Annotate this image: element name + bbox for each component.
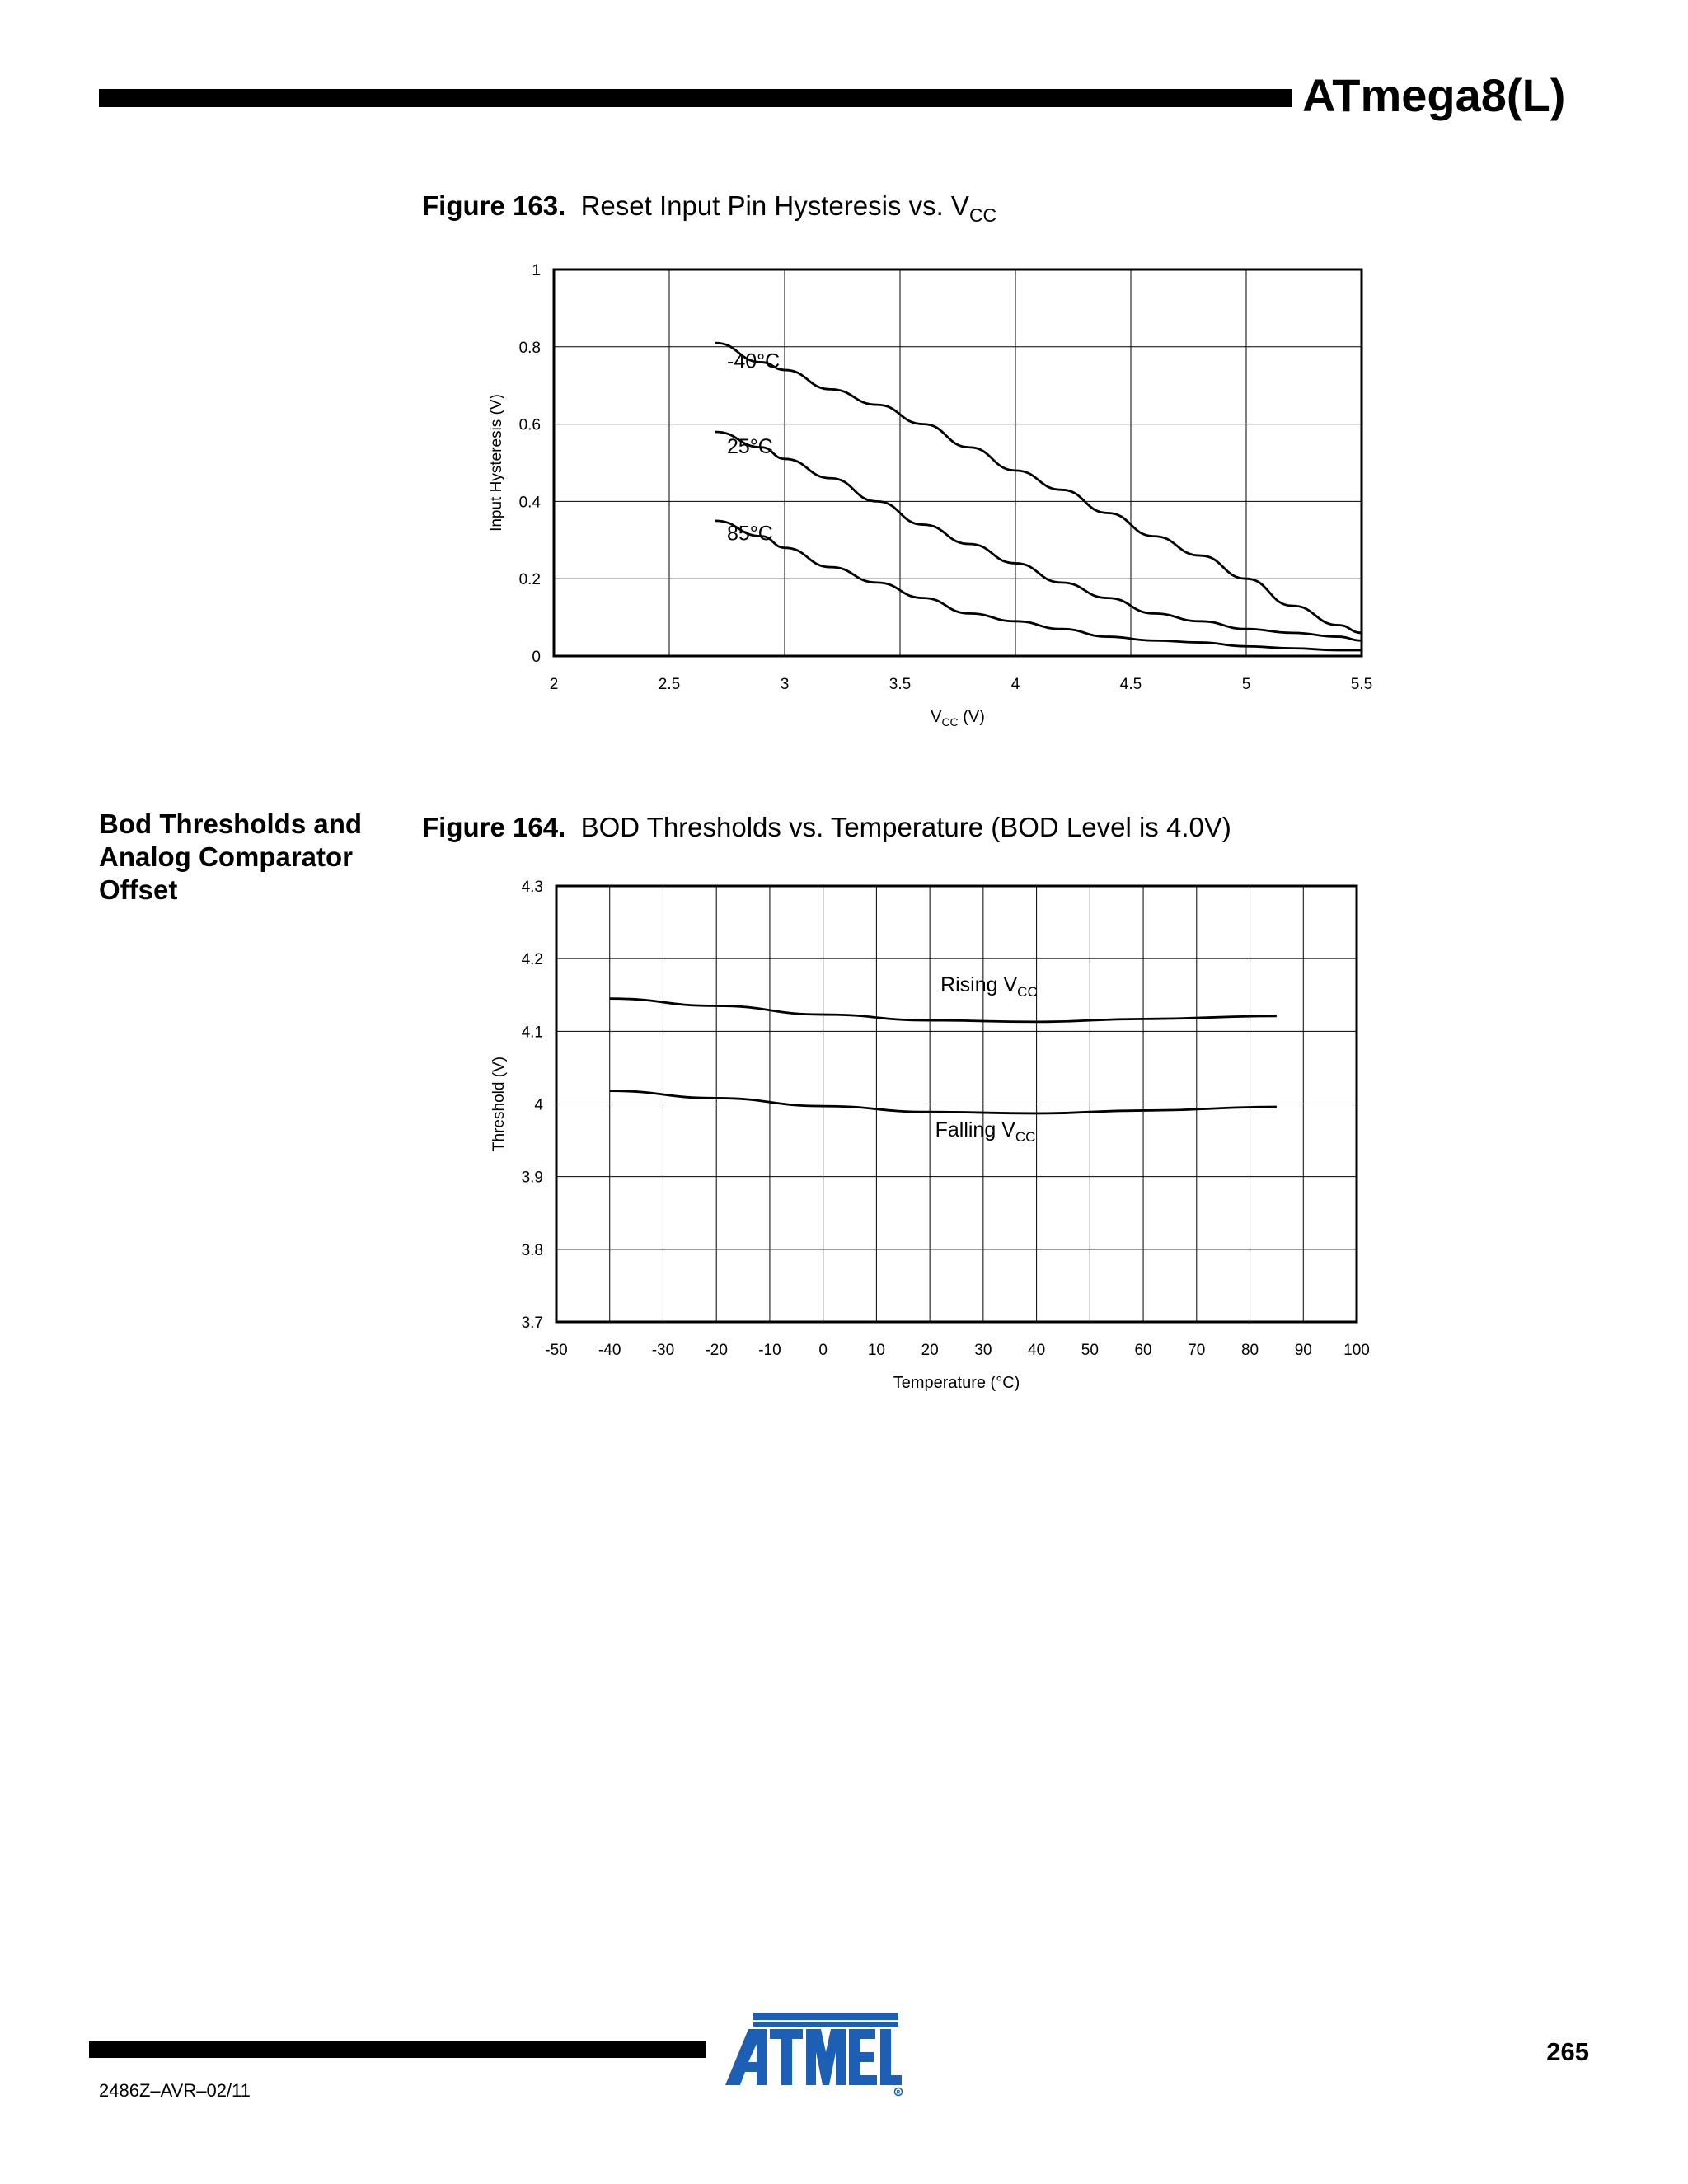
y-axis-label: Threshold (V): [490, 1056, 508, 1152]
x-tick-label: -10: [758, 1342, 781, 1359]
document-code: 2486Z–AVR–02/11: [99, 2080, 251, 2101]
page-number: 265: [1546, 2037, 1589, 2066]
document-title: ATmega8(L): [1302, 69, 1566, 121]
svg-text:R: R: [896, 2088, 901, 2096]
x-tick-label: 90: [1294, 1342, 1312, 1359]
section-heading-line-1: Bod Thresholds and: [99, 808, 363, 839]
figure-163-number: Figure 163.: [422, 190, 566, 221]
x-tick-label: -50: [545, 1342, 568, 1359]
series-label-subscript: CC: [1017, 983, 1038, 1000]
x-tick-label: 60: [1134, 1342, 1152, 1359]
x-tick-label: 30: [974, 1342, 992, 1359]
figure-163-title: Reset Input Pin Hysteresis vs. V: [580, 190, 969, 221]
y-tick-label: 1: [532, 262, 541, 279]
atmel-logo: [724, 2011, 905, 2097]
x-tick-label: 0: [818, 1342, 828, 1359]
x-tick-label: 2.5: [658, 676, 681, 693]
x-tick-label: 100: [1343, 1342, 1370, 1359]
y-tick-label: 4.2: [521, 951, 543, 969]
series-label-40-c: -40°C: [727, 349, 781, 373]
x-axis-label: Temperature (°C): [893, 1374, 1020, 1392]
x-tick-label: -20: [705, 1342, 728, 1359]
y-tick-label: 0.6: [518, 416, 541, 434]
figure-164-number: Figure 164.: [422, 812, 566, 842]
y-tick-label: 3.7: [521, 1315, 543, 1332]
section-heading-line-2: Analog Comparator: [99, 841, 354, 872]
x-tick-label: 70: [1188, 1342, 1206, 1359]
x-tick-label: -40: [598, 1342, 621, 1359]
x-tick-label: 4.5: [1119, 676, 1142, 693]
x-tick-label: 3.5: [889, 676, 912, 693]
section-heading-line-3: Offset: [99, 874, 178, 905]
series-label-rising-vcc: Rising $V_{CC}$: [940, 972, 1038, 1000]
x-tick-label: 50: [1081, 1342, 1099, 1359]
x-tick-label: 5.5: [1350, 676, 1373, 693]
x-tick-label: 80: [1240, 1342, 1259, 1359]
y-axis-label: Input Hysteresis (V): [488, 394, 505, 532]
y-tick-label: 3.9: [521, 1169, 543, 1187]
y-tick-label: 3.8: [521, 1241, 543, 1259]
x-tick-label: 2: [549, 676, 559, 693]
y-tick-label: 0.2: [518, 571, 541, 589]
y-tick-label: 4.3: [521, 879, 543, 896]
series-label-subscript: CC: [1015, 1129, 1036, 1146]
x-tick-label: 40: [1028, 1342, 1046, 1359]
x-tick-label: -30: [651, 1342, 675, 1359]
y-tick-label: 0: [532, 649, 541, 666]
series-line-falling-vcc: [610, 1091, 1277, 1113]
series-label-25-c: 25°C: [727, 434, 773, 458]
y-tick-label: 0.8: [518, 339, 541, 357]
x-tick-label: 10: [867, 1342, 885, 1359]
figure-164-title: BOD Thresholds vs. Temperature (BOD Level is 4.0V): [580, 812, 1231, 842]
x-tick-label: 5: [1241, 676, 1251, 693]
series-label-falling-vcc: Falling $V_{CC}$: [935, 1118, 1036, 1146]
x-tick-label: 20: [921, 1342, 939, 1359]
figure-163-title-subscript: CC: [968, 204, 997, 226]
y-tick-label: 0.4: [518, 494, 541, 512]
x-tick-label: 3: [780, 676, 790, 693]
series-line-rising-vcc: [610, 999, 1277, 1022]
x-tick-label: 4: [1010, 676, 1020, 693]
footer-rule: [89, 2041, 706, 2058]
series-label-85-c: 85°C: [727, 522, 773, 546]
y-tick-label: 4.1: [521, 1024, 543, 1042]
x-axis-label: $V_{CC}$ (V): [931, 708, 985, 729]
x-axis-label-subscript: CC: [941, 715, 959, 729]
y-tick-label: 4: [534, 1096, 543, 1114]
x-axis-label-suffix: (V): [958, 708, 985, 726]
